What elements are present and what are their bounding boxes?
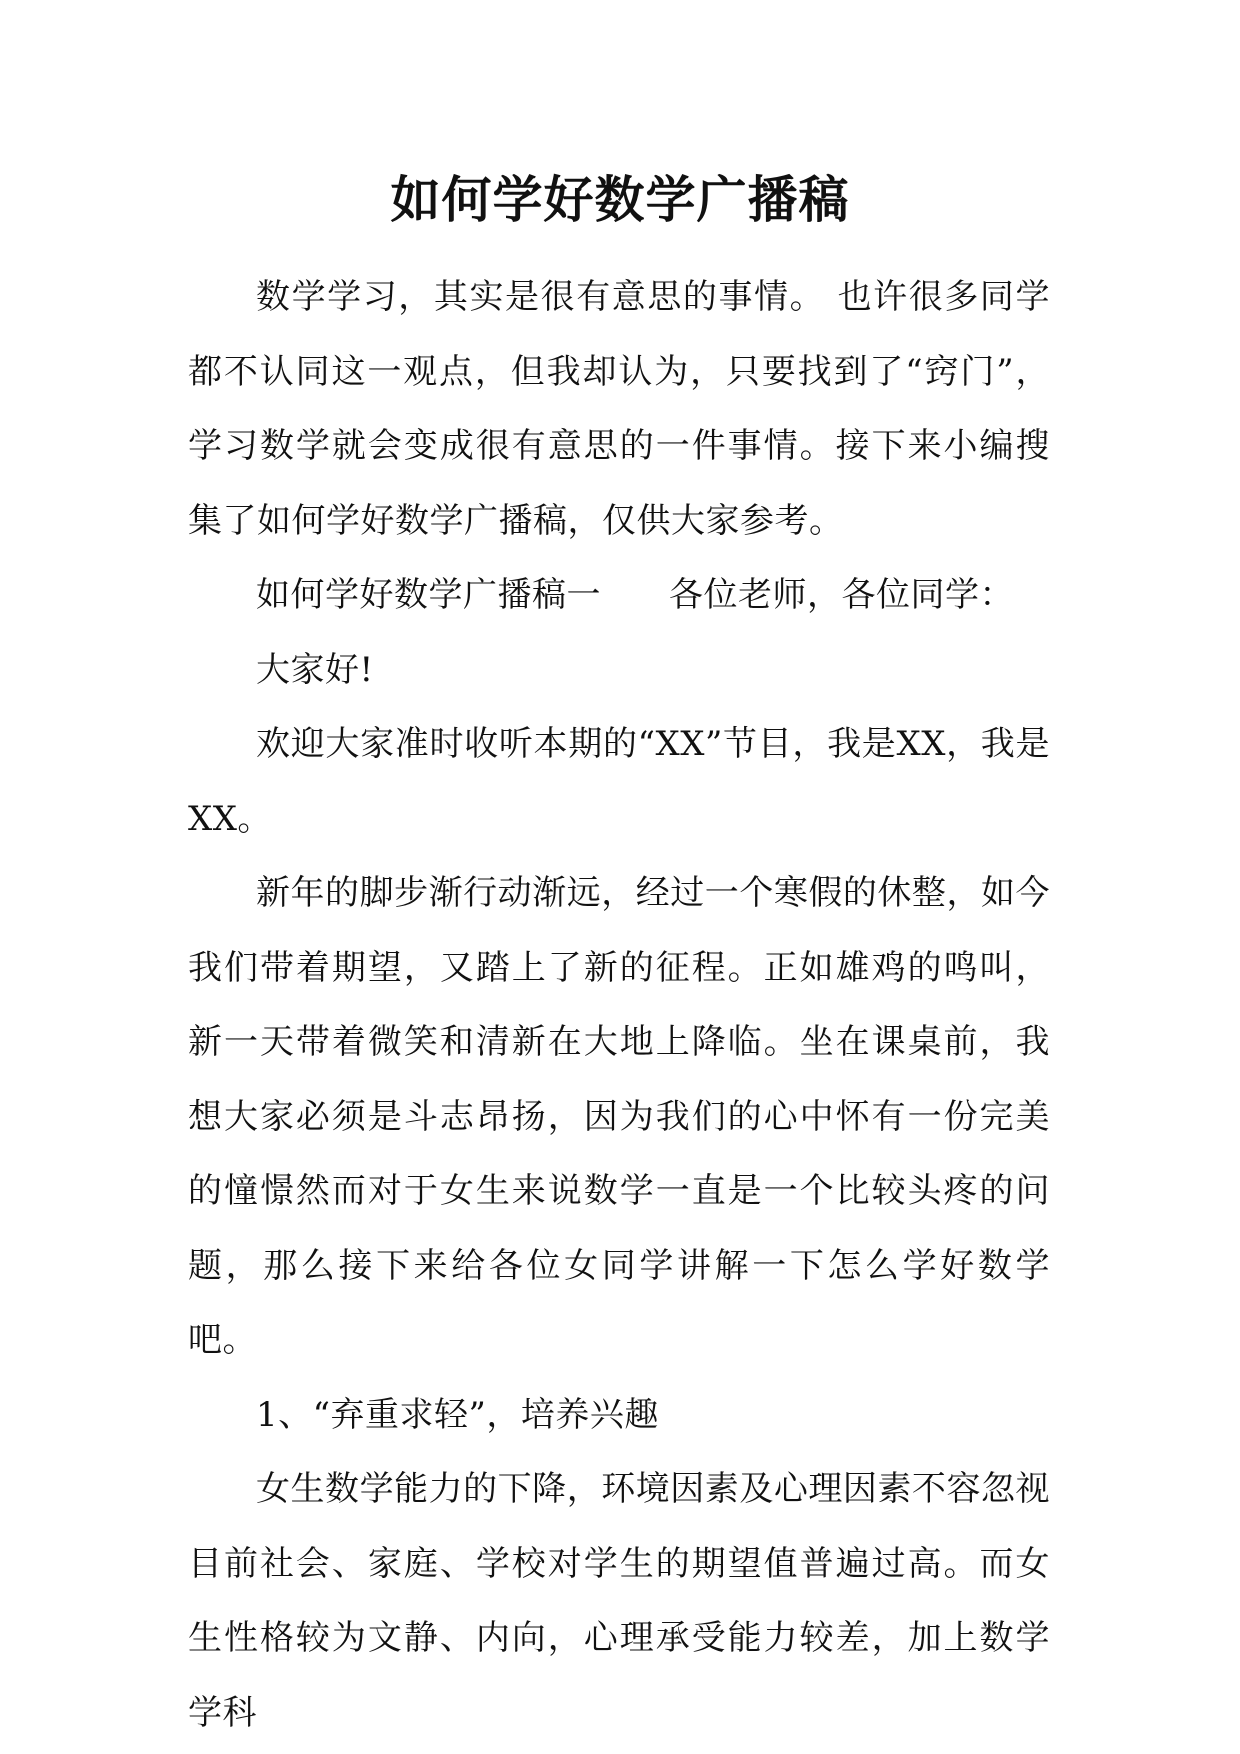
section-heading-1: 1、“弃重求轻”，培养兴趣 xyxy=(256,1394,659,1435)
broadcast-heading-paragraph xyxy=(188,558,1050,633)
greeting-paragraph: 大家好! xyxy=(256,649,374,690)
welcome-paragraph: 欢迎大家准时收听本期的“XX”节目，我是XX，我是XX。 xyxy=(188,724,1050,839)
section-1-paragraph: 女生数学能力的下降，环境因素及心理因素不容忽视目前社会、家庭、学校对学生的期望值普遍过高。而女生性格较为文静、内向，心理承受能力较差，加上数学学科 xyxy=(188,1469,1050,1733)
document-title: 如何学好数学广播稿 xyxy=(390,170,850,229)
new-year-paragraph: 新年的脚步渐行动渐远，经过一个寒假的休整，如今我们带着期望，又踏上了新的征程。正如雄鸡的鸣叫，新一天带着微笑和清新在大地上降临。坐在课桌前，我想大家必须是斗志昂扬，因为我们的心中怀有一份完美的憧憬然而对于女生来说数学一直是一个比较头疼的问题，那么接下来给各位女同学讲解一下怎么学好数学吧。 xyxy=(188,873,1050,1360)
broadcast-section-title: 如何学好数学广播稿一 xyxy=(256,575,601,615)
greeting-audience: 各位老师，各位同学： xyxy=(669,575,1014,615)
document-body xyxy=(188,260,1050,1750)
intro-paragraph: 数学学习，其实是很有意思的事情。 也许很多同学都不认同这一观点，但我却认为，只要找到了“窍门”，学习数学就会变成很有意思的一件事情。接下来小编搜集了如何学好数学广播稿，仅供大家参考。 xyxy=(188,277,1050,541)
